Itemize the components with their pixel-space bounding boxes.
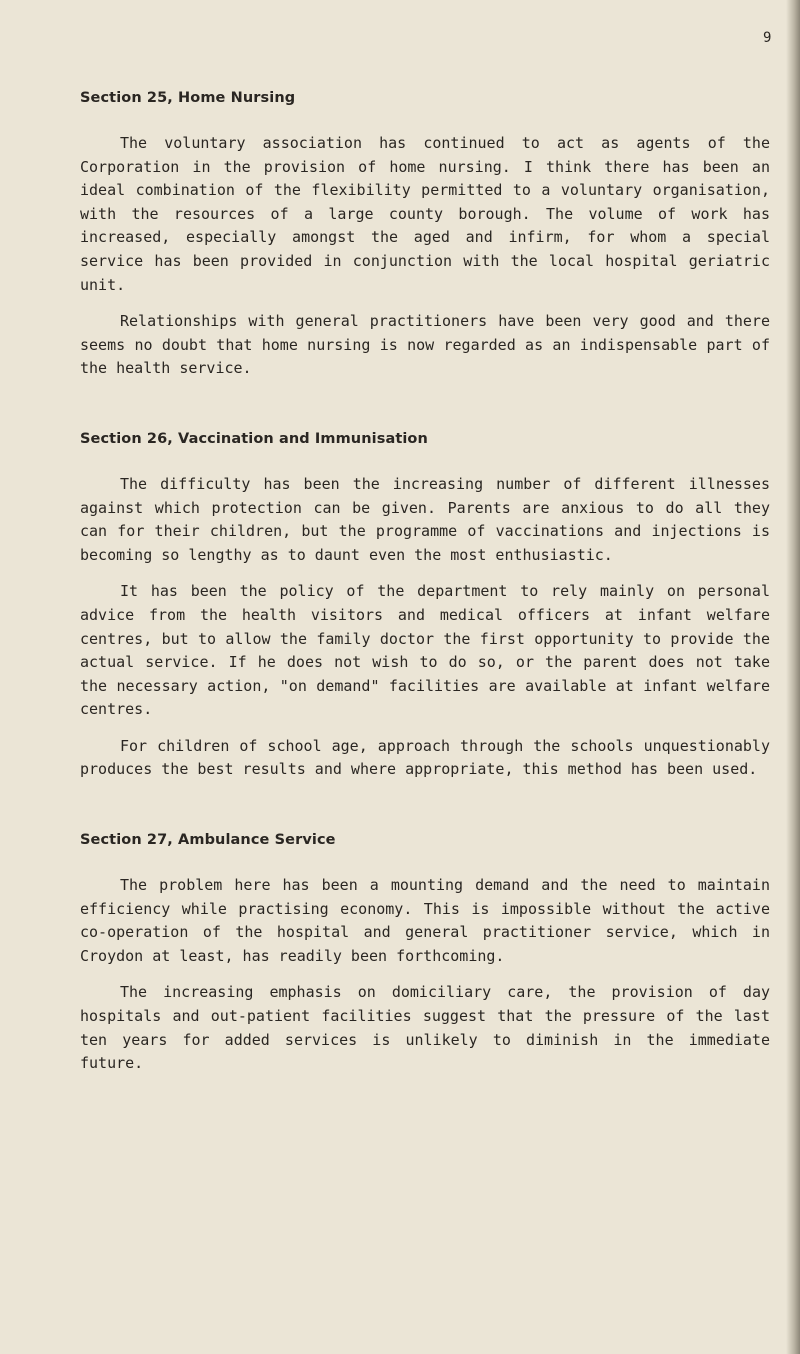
section-ambulance-service [80, 828, 770, 1076]
paragraph: For children of school age, approach through the schools unquestionably produces the best results and where appropriate, this method has been used. [80, 736, 770, 779]
section-heading: Section 26, Vaccination and Immunisation [80, 430, 428, 447]
page-number: 9 [763, 30, 772, 46]
paragraph: The voluntary association has continued to act as agents of the Corporation in the provision of home nursing. I think there has been an ideal combination of the flexibility permitted to a voluntary organisation, with the resources of a large county borough. The volume of work has increased, especially amongst the aged and infirm, for whom a special service has been provided in conjunction with the local hospital geriatric unit. [80, 134, 770, 294]
section-vaccination-immunisation [80, 427, 770, 782]
section-home-nursing [80, 86, 770, 381]
paragraph: The difficulty has been the increasing number of different illnesses against which protection can be given. Parents are anxious to do all they can for their children, but the programme of vaccinations and injections is becoming so lengthy as to daunt even the most enthusiastic. [80, 474, 770, 564]
section-heading: Section 27, Ambulance Service [80, 832, 336, 849]
paragraph: The problem here has been a mounting demand and the need to maintain efficiency while practising economy. This is impossible without the active co-operation of the hospital and general practitioner service, which in Croydon at least, has readily been forthcoming. [80, 876, 770, 965]
paragraph: The increasing emphasis on domiciliary care, the provision of day hospitals and out-patient facilities suggest that the pressure of the last ten years for added services is unlikely to diminish in the immediate future. [80, 983, 770, 1073]
section-heading: Section 25, Home Nursing [80, 90, 296, 106]
paragraph: It has been the policy of the department to rely mainly on personal advice from the health visitors and medical officers at infant welfare centres, but to allow the family doctor the first opportunity to provide the actual service. If he does not wish to do so, or the parent does not take the necessary action, "on demand" facilities are available at infant welfare centres. [80, 582, 770, 719]
paragraph: Relationships with general practitioners have been very good and there seems no doubt that home nursing is now regarded as an indispensable part of the health service. [80, 312, 770, 378]
document-body [80, 86, 770, 1122]
page-edge [786, 0, 800, 1354]
